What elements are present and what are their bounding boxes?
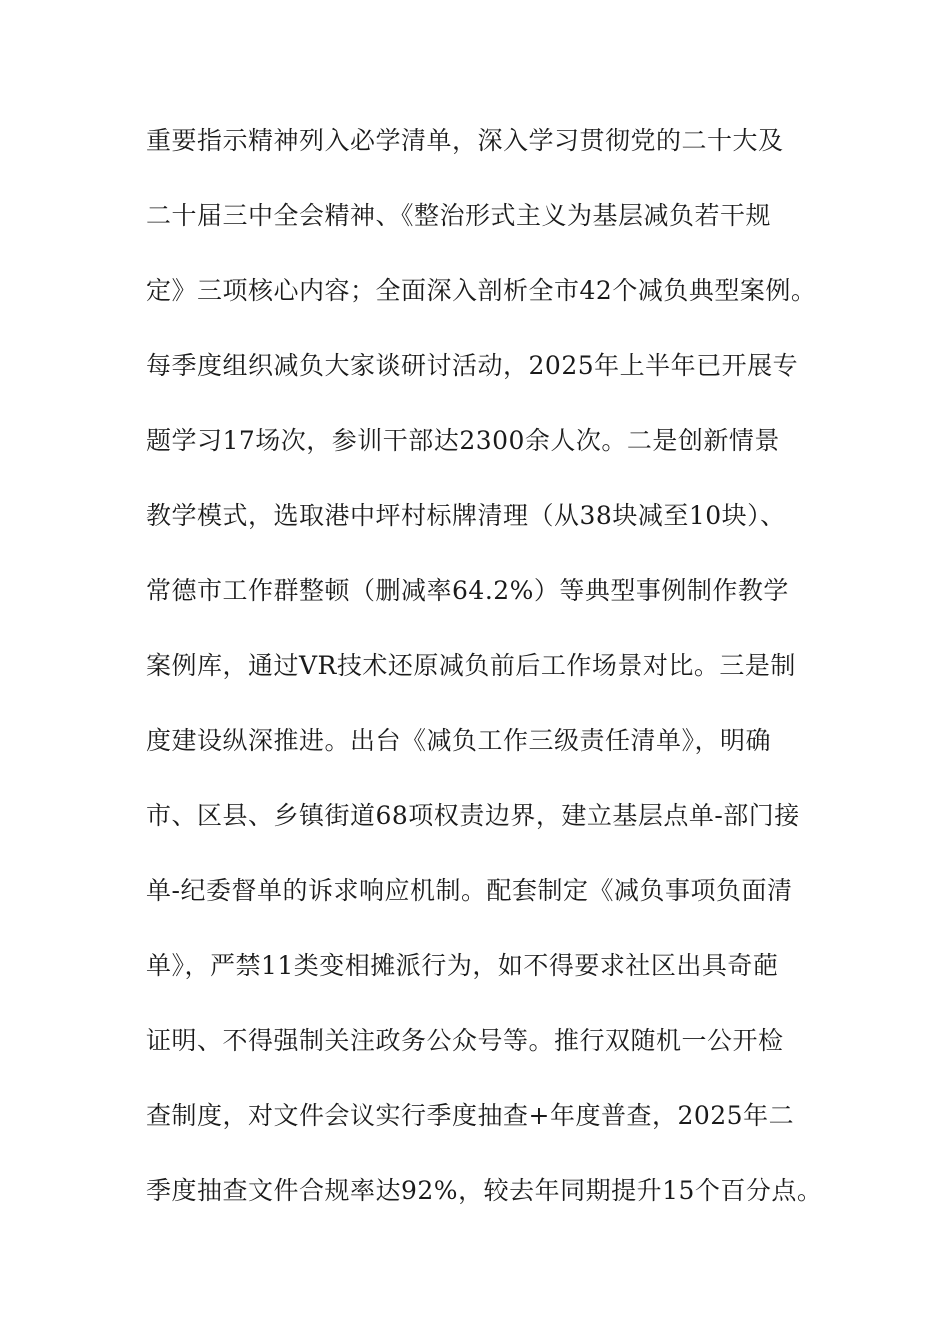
text-line: 定》三项核心内容；全面深入剖析全市42个减负典型案例。 [146,276,817,305]
text-line: 度建设纵深推进。出台《减负工作三级责任清单》，明确 [146,726,772,755]
text-line: 重要指示精神列入必学清单，深入学习贯彻党的二十大及 [146,126,784,155]
text-line: 教学模式，选取港中坪村标牌清理（从38块减至10块）、 [146,501,786,530]
text-line: 常德市工作群整顿（删减率64.2%）等典型事例制作教学 [146,576,789,605]
text-line: 季度抽查文件合规率达92%，较去年同期提升15个百分点。 [146,1176,823,1205]
text-line: 每季度组织减负大家谈研讨活动，2025年上半年已开展专 [146,351,799,380]
text-line: 单》，严禁11类变相摊派行为，如不得要求社区出具奇葩 [146,951,779,980]
body-paragraph [146,118,846,1243]
text-line: 二十届三中全会精神、《整治形式主义为基层减负若干规 [146,201,772,230]
text-line: 案例库，通过VR技术还原减负前后工作场景对比。三是制 [146,651,796,680]
text-line: 市、区县、乡镇街道68项权责边界，建立基层点单-部门接 [146,801,800,830]
text-line: 题学习17场次，参训干部达2300余人次。二是创新情景 [146,426,780,455]
text-line: 查制度，对文件会议实行季度抽查+年度普查，2025年二 [146,1101,795,1130]
text-line: 证明、不得强制关注政务公众号等。推行双随机一公开检 [146,1026,784,1055]
text-line: 单-纪委督单的诉求响应机制。配套制定《减负事项负面清 [146,876,793,905]
